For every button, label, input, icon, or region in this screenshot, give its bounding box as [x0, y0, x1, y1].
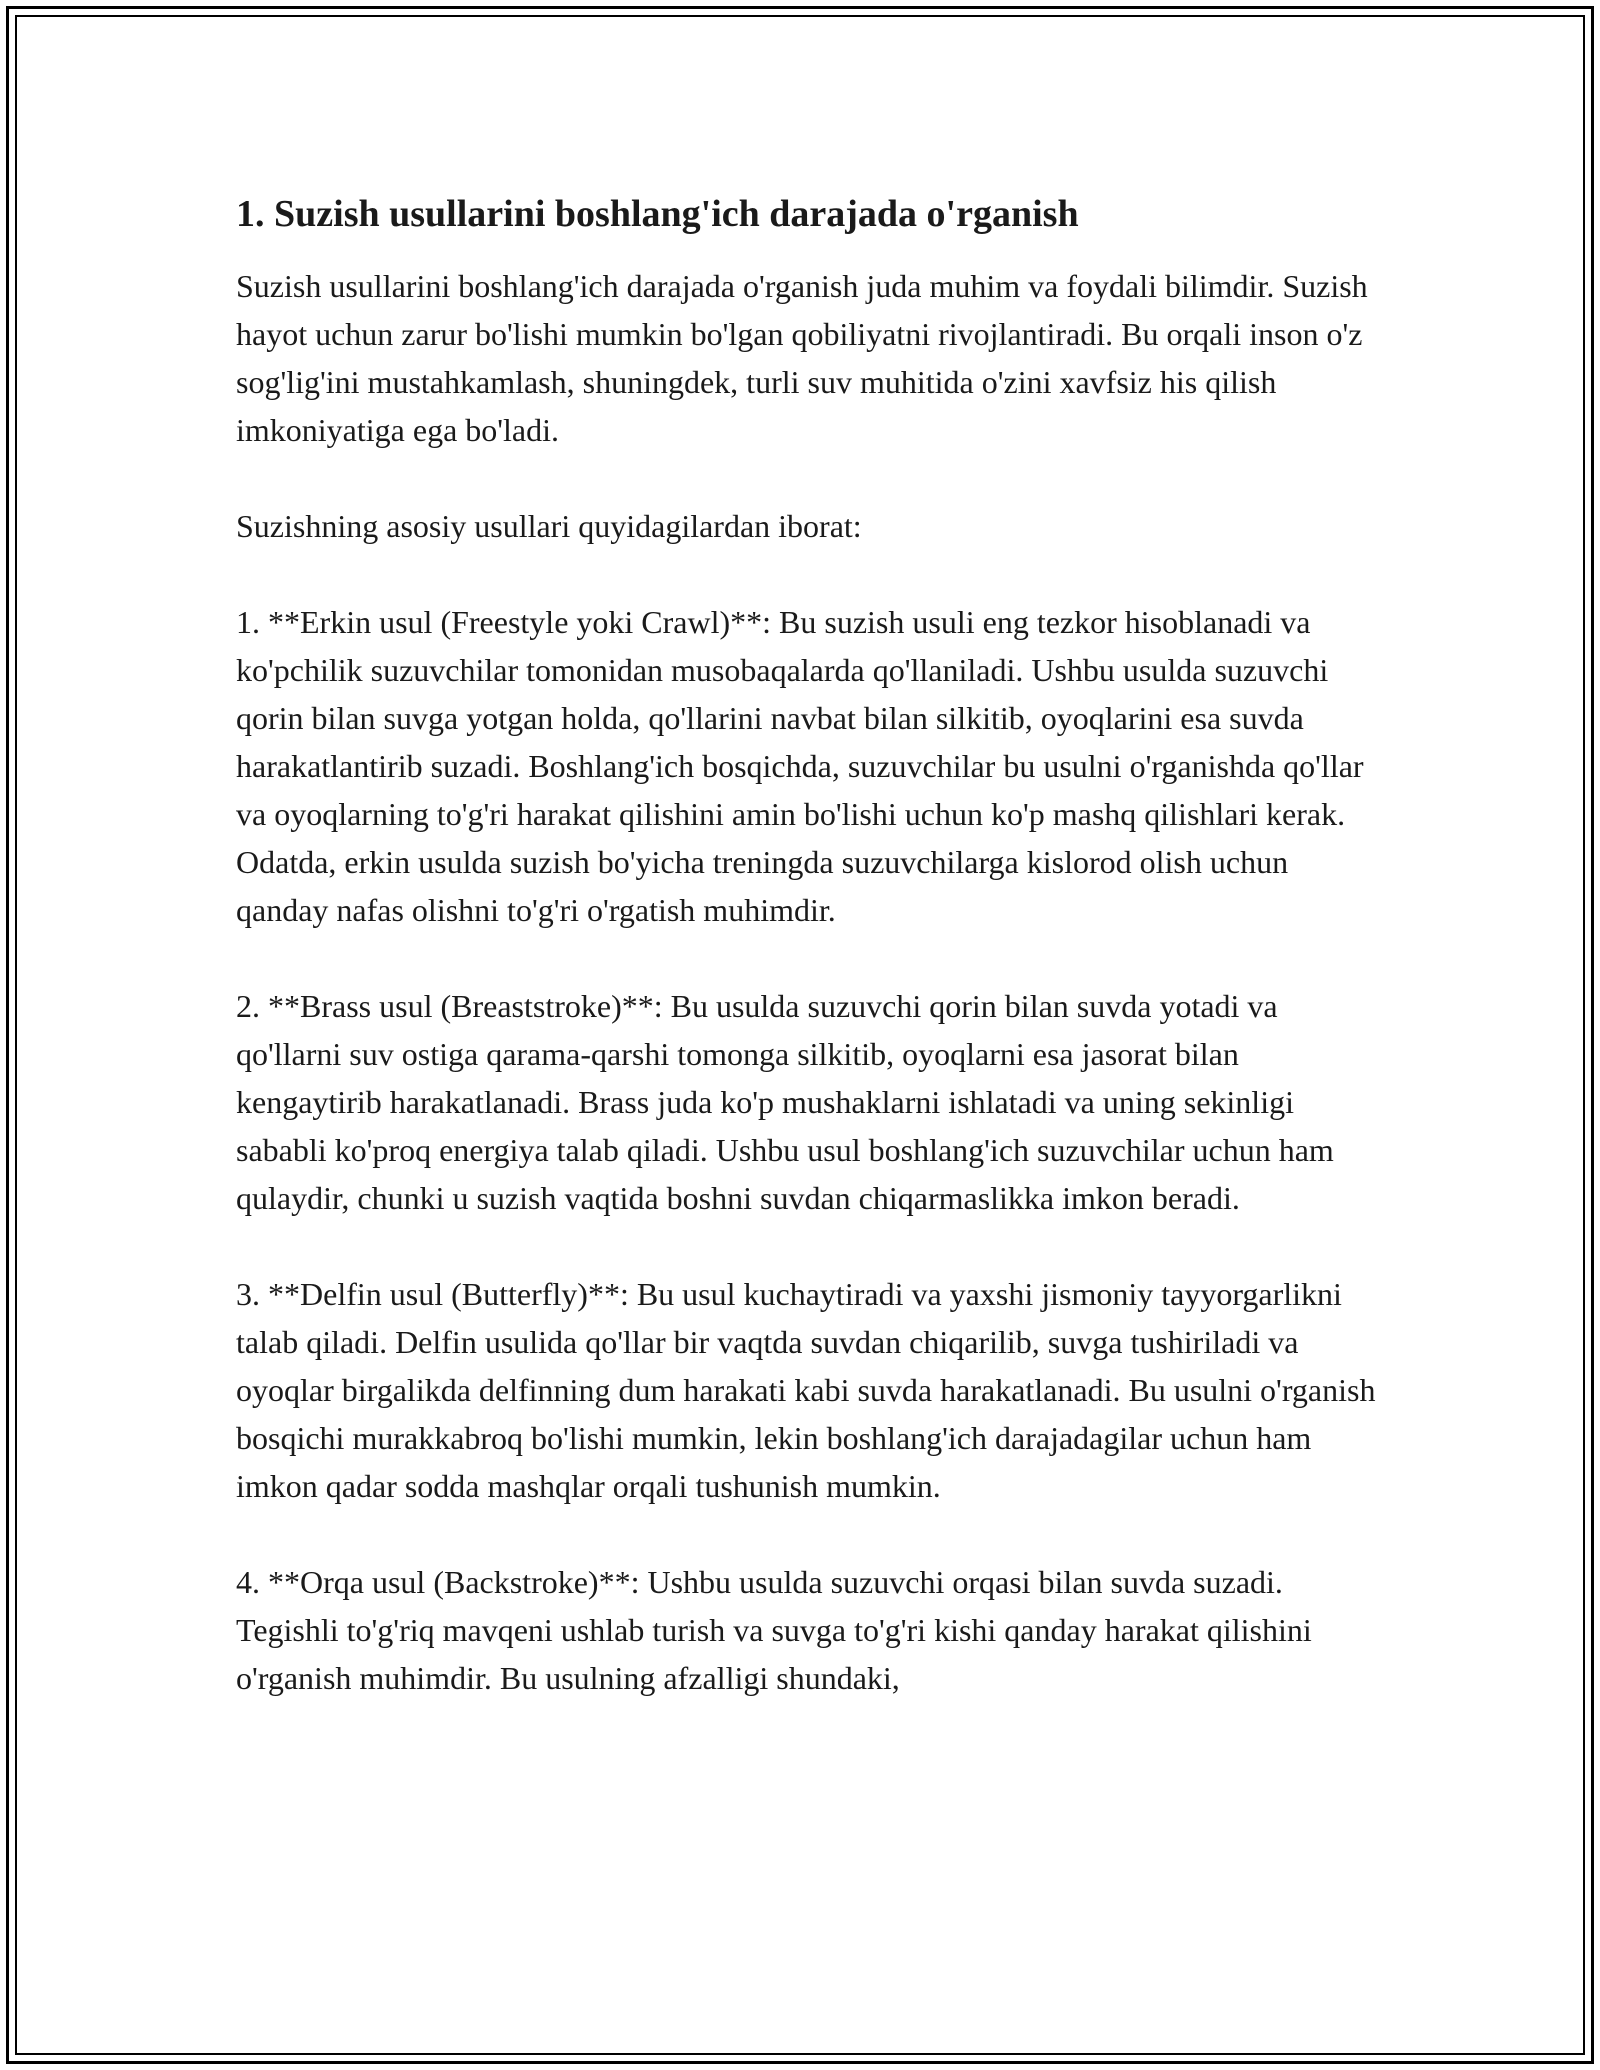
paragraph-methods-heading: Suzishning asosiy usullari quyidagilardan iborat:: [236, 508, 862, 544]
paragraph-freestyle: 1. **Erkin usul (Freestyle yoki Crawl)**: Bu suzish usuli eng tezkor hisoblanadi va ko'pchilik suzuvchilar tomonidan musobaqalarda qo'llaniladi. Ushbu usulda suzuvchi qorin bilan suvga yotgan holda, qo'llarini navbat bilan silkitib, oyoqlarini esa suvda harakatlantirib suzadi. Boshlang'ich bosqichda, suzuvchilar bu usulni o'rganishda qo'llar va oyoqlarning to'g'ri harakat qilishini amin bo'lishi uchun ko'p mashq qilishlari kerak. Odatda, erkin usulda suzish bo'yicha treningda suzuvchilarga kislorod olish uchun qanday nafas olishni to'g'ri o'rgatish muhimdir.: [236, 604, 1364, 928]
paragraph-butterfly: 3. **Delfin usul (Butterfly)**: Bu usul kuchaytiradi va yaxshi jismoniy tayyorgarlikni talab qiladi. Delfin usulida qo'llar bir vaqtda suvdan chiqarilib, suvga tushiriladi va oyoqlar birgalikda delfinning dum harakati kabi suvda harakatlanadi. Bu usulni o'rganish bosqichi murakkabroq bo'lishi mumkin, lekin boshlang'ich darajadagilar uchun ham imkon qadar sodda mashqlar orqali tushunish mumkin.: [236, 1276, 1376, 1504]
document-body: [236, 188, 1376, 1750]
paragraph-breaststroke: 2. **Brass usul (Breaststroke)**: Bu usulda suzuvchi qorin bilan suvda yotadi va qo'llarni suv ostiga qarama-qarshi tomonga silkitib, oyoqlarni esa jasorat bilan kengaytirib harakatlanadi. Brass juda ko'p mushaklarni ishlatadi va uning sekinligi sababli ko'proq energiya talab qiladi. Ushbu usul boshlang'ich suzuvchilar uchun ham qulaydir, chunki u suzish vaqtida boshni suvdan chiqarmaslikka imkon beradi.: [236, 988, 1334, 1216]
paragraph-intro: Suzish usullarini boshlang'ich darajada o'rganish juda muhim va foydali bilimdir. Suzish hayot uchun zarur bo'lishi mumkin bo'lgan qobiliyatni rivojlantiradi. Bu orqali inson o'z sog'lig'ini mustahkamlash, shuningdek, turli suv muhitida o'zini xavfsiz his qilish imkoniyatiga ega bo'ladi.: [236, 268, 1368, 448]
document-title: 1. Suzish usullarini boshlang'ich darajada o'rganish: [236, 193, 1079, 235]
paragraph-backstroke: 4. **Orqa usul (Backstroke)**: Ushbu usulda suzuvchi orqasi bilan suvda suzadi. Tegishli to'g'riq mavqeni ushlab turish va suvga to'g'ri kishi qanday harakat qilishini o'rganish muhimdir. Bu usulning afzalligi shundaki,: [236, 1564, 1312, 1696]
